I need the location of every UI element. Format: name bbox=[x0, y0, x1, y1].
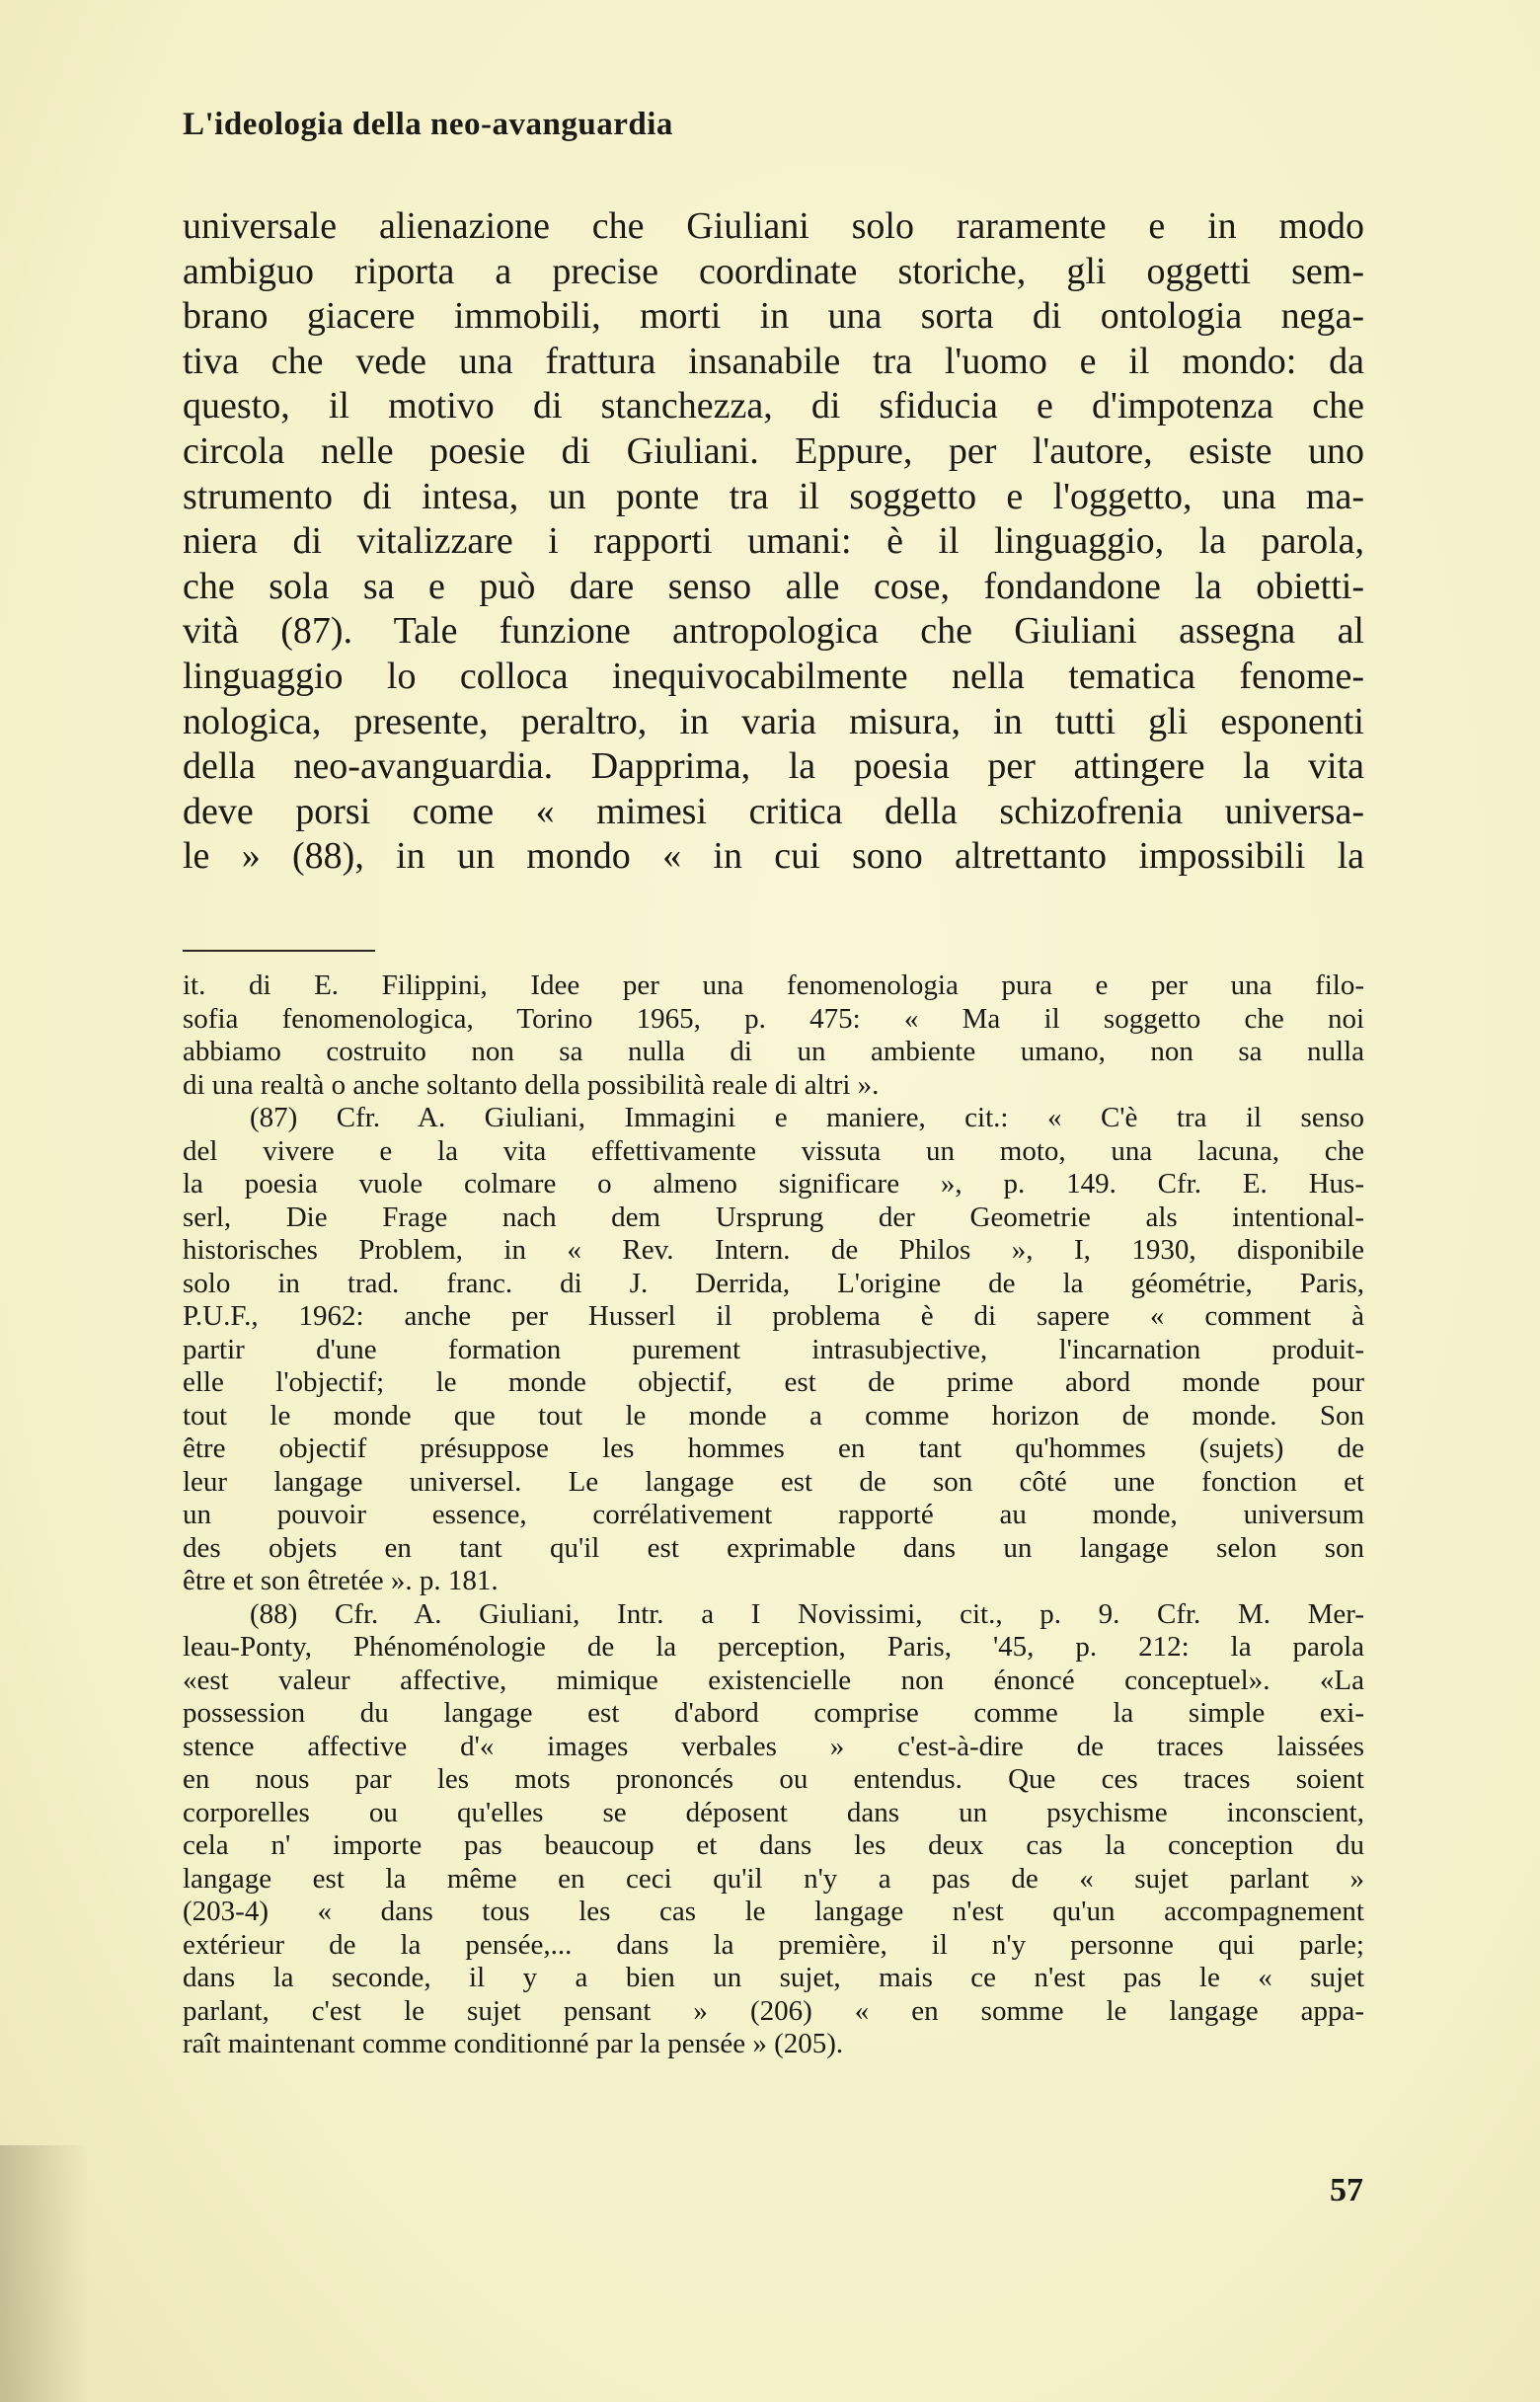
text-line: linguaggio lo colloca inequivocabilmente nella tematica fenome- bbox=[183, 655, 1364, 697]
text-line: questo, il motivo di stanchezza, di sfiducia e d'impotenza che bbox=[183, 385, 1364, 427]
footnote-line: corporelles ou qu'elles se déposent dans un psychisme inconscient, bbox=[183, 1796, 1364, 1828]
text-line: circola nelle poesie di Giuliani. Eppure, per l'autore, esiste uno bbox=[183, 429, 1364, 472]
footnote-line: la poesia vuole colmare o almeno significare », p. 149. Cfr. E. Hus- bbox=[183, 1168, 1364, 1200]
footnote-line: des objets en tant qu'il est exprimable dans un langage selon son bbox=[183, 1531, 1364, 1564]
text-line: brano giacere immobili, morti in una sorta di ontologia nega- bbox=[183, 295, 1364, 338]
footnote-line: en nous par les mots prononcés ou entendus. Que ces traces soient bbox=[183, 1763, 1364, 1795]
footnote-line: être objectif présuppose les hommes en tant qu'hommes (sujets) de bbox=[183, 1433, 1364, 1464]
footnote-line: raît maintenant comme conditionné par la pensée » (205). bbox=[183, 2028, 844, 2059]
footnote-line: dans la seconde, il y a bien un sujet, mais ce n'est pas le « sujet bbox=[183, 1962, 1364, 1993]
footnote-line: extérieur de la pensée,... dans la première, il n'y personne qui parle; bbox=[183, 1928, 1364, 1961]
footnote-line: cela n' importe pas beaucoup et dans les deux cas la conception du bbox=[183, 1829, 1364, 1861]
page-edge-shadow bbox=[0, 2145, 89, 2402]
text-line: le » (88), in un mondo « in cui sono altrettanto impossibili la bbox=[183, 835, 1364, 878]
running-header: L'ideologia della neo-avanguardia bbox=[183, 107, 673, 142]
footnote-line: un pouvoir essence, corrélativement rapporté au monde, universum bbox=[183, 1499, 1364, 1530]
footnote-line: stence affective d'« images verbales » c'est-à-dire de traces laissées bbox=[183, 1730, 1364, 1762]
text-line: vità (87). Tale funzione antropologica che Giuliani assegna al bbox=[183, 610, 1364, 653]
footnote-line: P.U.F., 1962: anche per Husserl il problema è di sapere « comment à bbox=[183, 1300, 1364, 1332]
footnote-line: historisches Problem, in « Rev. Intern. de Philos », I, 1930, disponibile bbox=[183, 1234, 1364, 1266]
footnote-line: «est valeur affective, mimique existencielle non énoncé conceptuel». «La bbox=[183, 1664, 1364, 1696]
footnote-line: leau-Ponty, Phénoménologie de la perception, Paris, '45, p. 212: la parola bbox=[183, 1631, 1364, 1663]
text-line: nologica, presente, peraltro, in varia misura, in tutti gli esponenti bbox=[183, 700, 1364, 742]
text-line: deve porsi come « mimesi critica della schizofrenia universa- bbox=[183, 790, 1364, 832]
text-line: tiva che vede una frattura insanabile tra l'uomo e il mondo: da bbox=[183, 340, 1364, 382]
footnote-line: (88) Cfr. A. Giuliani, Intr. a I Novissimi, cit., p. 9. Cfr. M. Mer- bbox=[250, 1597, 1364, 1630]
footnote-line: serl, Die Frage nach dem Ursprung der Geometrie als intentional- bbox=[183, 1201, 1364, 1233]
text-line: della neo-avanguardia. Dapprima, la poesia per attingere la vita bbox=[183, 745, 1364, 788]
footnote-line: (87) Cfr. A. Giuliani, Immagini e maniere, cit.: « C'è tra il senso bbox=[250, 1102, 1364, 1133]
footnote-line: parlant, c'est le sujet pensant » (206) « en somme le langage appa- bbox=[183, 1994, 1364, 2027]
footnote-separator bbox=[183, 950, 375, 952]
main-text bbox=[183, 204, 1364, 880]
footnote-line: tout le monde que tout le monde a comme horizon de monde. Son bbox=[183, 1399, 1364, 1432]
footnote-line: leur langage universel. Le langage est de son côté une fonction et bbox=[183, 1465, 1364, 1498]
footnote-line: it. di E. Filippini, Idee per una fenomenologia pura e per una filo- bbox=[183, 969, 1364, 1001]
text-line: che sola sa e può dare senso alle cose, fondandone la obietti- bbox=[183, 565, 1364, 607]
footnote-line: del vivere e la vita effettivamente vissuta un moto, una lacuna, che bbox=[183, 1134, 1364, 1167]
footnote-line: être et son êtretée ». p. 181. bbox=[183, 1565, 499, 1596]
footnote-line: di una realtà o anche soltanto della possibilità reale di altri ». bbox=[183, 1068, 880, 1101]
text-line: ambiguo riporta a precise coordinate storiche, gli oggetti sem- bbox=[183, 250, 1364, 292]
footnote-line: possession du langage est d'abord comprise comme la simple exi- bbox=[183, 1697, 1364, 1729]
text-line: niera di vitalizzare i rapporti umani: è il linguaggio, la parola, bbox=[183, 520, 1364, 563]
footnote-line: (203-4) « dans tous les cas le langage n'est qu'un accompagnement bbox=[183, 1896, 1364, 1927]
footnote-line: elle l'objectif; le monde objectif, est de prime abord monde pour bbox=[183, 1366, 1364, 1398]
footnote-line: langage est la même en ceci qu'il n'y a pas de « sujet parlant » bbox=[183, 1862, 1364, 1895]
text-line: strumento di intesa, un ponte tra il soggetto e l'oggetto, una ma- bbox=[183, 475, 1364, 517]
page-number: 57 bbox=[1330, 2172, 1363, 2208]
footnotes bbox=[183, 969, 1364, 2061]
footnote-line: solo in trad. franc. di J. Derrida, L'origine de la géométrie, Paris, bbox=[183, 1267, 1364, 1299]
footnote-line: abbiamo costruito non sa nulla di un ambiente umano, non sa nulla bbox=[183, 1036, 1364, 1067]
footnote-line: sofia fenomenologica, Torino 1965, p. 475: « Ma il soggetto che noi bbox=[183, 1002, 1364, 1035]
text-line: universale alienazione che Giuliani solo raramente e in modo bbox=[183, 205, 1364, 247]
footnote-line: partir d'une formation purement intrasubjective, l'incarnation produit- bbox=[183, 1333, 1364, 1365]
